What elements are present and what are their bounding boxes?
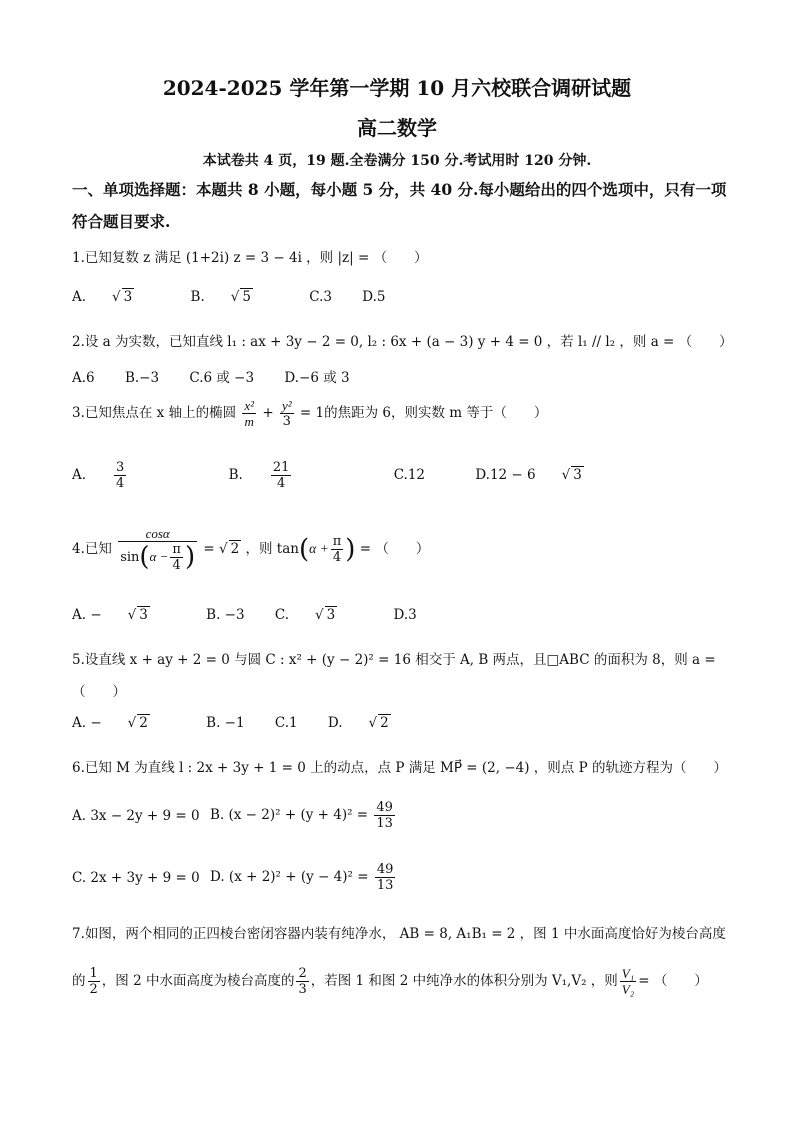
q2-option-b: B.−3 xyxy=(124,370,160,386)
q6-option-a: A. 3x − 2y + 9 = 0 xyxy=(72,808,200,824)
question-4-options xyxy=(72,606,443,623)
q4-option-c: C. √ 3 xyxy=(274,607,336,623)
q4-option-a: A. − √ 3 xyxy=(72,607,148,623)
q1-option-d: D.5 xyxy=(362,289,386,305)
q2-option-c: C.6 或 −3 xyxy=(189,370,255,386)
question-6-stem: 6.已知 M 为直线 l : 2x + 3y + 1 = 0 上的动点，点 P 满足 MP⃗ = (2, −4) ，则点 P 的轨迹方程为（ ） xyxy=(72,760,727,776)
section-heading-line1: 一、单项选择题：本题共 8 小题，每小题 5 分，共 40 分.每小题给出的四个选项中，只有一项 xyxy=(72,180,727,199)
ellipse-x-term: $\frac{\text{x²}}{m}$ xyxy=(244,398,255,429)
section-heading-line2: 符合题目要求. xyxy=(72,212,171,231)
question-4-stem: 4.已知 cosα sin(α − $\frac{\pi}{4}$ ) = √ 2 ，则 tan(α + $\frac{\pi}{4}$ ) = （ ） xyxy=(72,526,430,573)
question-3-options xyxy=(72,460,636,491)
question-2-options xyxy=(72,366,376,386)
question-3-stem: 3.已知焦点在 x 轴上的椭圆 $\frac{\text{x²}}{m}$ + $\frac{\text{y²}}{3}$ = 1的焦距为 6，则实数 m 等于（ ） xyxy=(72,398,548,429)
q2-option-a: A.6 xyxy=(72,370,95,386)
q1-option-a: A. √ 3 xyxy=(72,289,133,305)
subject-title: 高二数学 xyxy=(357,116,437,140)
q4-option-b: B. −3 xyxy=(206,607,245,623)
q3-option-a: A. $\frac{3}{4}$ xyxy=(72,460,125,491)
question-5-options xyxy=(72,714,443,731)
q3-option-d: D.12 − 6 √ 3 xyxy=(475,467,582,483)
q6-option-b: B. (x − 2)² + (y + 4)² = $\frac{49}{13}$ xyxy=(210,800,393,831)
q1-option-c: C.3 xyxy=(309,289,332,305)
question-5-stem-line2: （ ） xyxy=(72,684,126,700)
q1-option-b: B. √ 5 xyxy=(190,289,251,305)
q5-option-d: D. √ 2 xyxy=(327,715,389,731)
ellipse-y-term: $\frac{\text{y²}}{3}$ xyxy=(281,398,292,429)
cos-over-sin-fraction: cosα sin(α − $\frac{\pi}{4}$ ) xyxy=(120,526,196,573)
q6-option-c: C. 2x + 3y + 9 = 0 xyxy=(72,870,200,886)
q6-option-d: D. (x + 2)² + (y − 4)² = $\frac{49}{13}$ xyxy=(210,862,394,893)
exam-title: 2024-2025 学年第一学期 10 月六校联合调研试题 xyxy=(162,76,632,100)
q5-option-c: C.1 xyxy=(274,715,298,731)
q3-option-c: C.12 xyxy=(393,467,426,483)
question-7-line2: 的 $\frac{1}{2}$ ，图 2 中水面高度为棱台高度的 $\frac{2}{3}$ ，若图 1 和图 2 中纯净水的体积分别为 V₁,V₂ ，则 $\frac{\text{V₁}}{\text{V₂}}$ = （ ） xyxy=(72,966,708,997)
question-5-stem-line1: 5.设直线 x + ay + 2 = 0 与圆 C : x² + (y − 2)² = 16 相交于 A, B 两点，且□ABC 的面积为 8，则 a = xyxy=(72,652,716,668)
q4-option-d: D.3 xyxy=(393,607,417,623)
exam-info: 本试卷共 4 页，19 题.全卷满分 150 分.考试用时 120 分钟. xyxy=(202,153,592,169)
question-7-line1: 7.如图，两个相同的正四棱台密闭容器内装有纯净水， AB = 8, A₁B₁ = 2 ，图 1 中水面高度恰好为棱台高度 xyxy=(72,926,726,942)
q2-option-d: D.−6 或 3 xyxy=(284,370,350,386)
question-1-stem: 1.已知复数 z 满足 (1+2i) z = 3 − 4i ，则 |z| = （ ） xyxy=(72,250,428,266)
q5-option-a: A. − √ 2 xyxy=(72,715,148,731)
q5-option-b: B. −1 xyxy=(206,715,245,731)
q3-option-b: B. $\frac{21}{4}$ xyxy=(228,460,290,491)
question-1-options xyxy=(72,288,412,305)
question-2-stem: 2.设 a 为实数，已知直线 l₁ : ax + 3y − 2 = 0, l₂ : 6x + (a − 3) y + 4 = 0 ，若 l₁ // l₂ ，则 a = （ ） xyxy=(72,334,733,350)
